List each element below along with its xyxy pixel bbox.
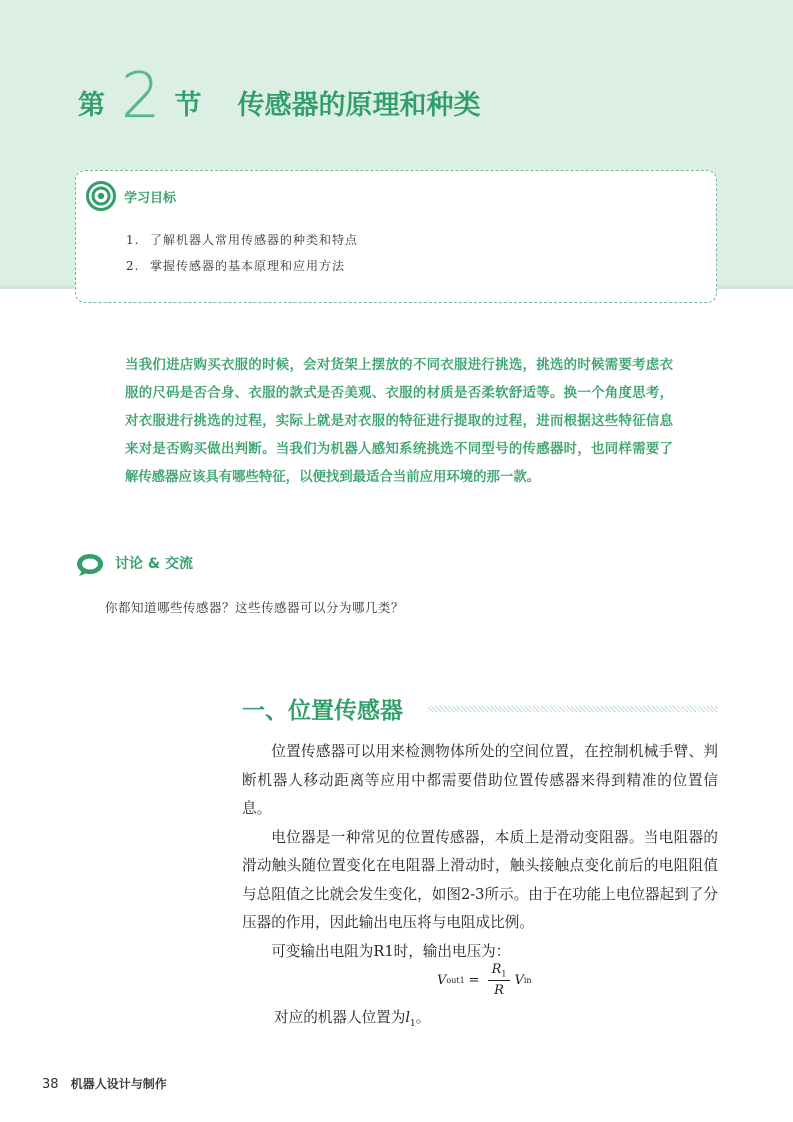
- section-heading: 传感器的原理和种类: [237, 89, 481, 121]
- objective-item: [126, 231, 358, 257]
- objective-text: 了解机器人常用传感器的种类和特点: [150, 233, 359, 247]
- formula-numerator: [488, 962, 511, 982]
- objectives-list: [126, 231, 358, 283]
- numerator-sub: 1: [501, 969, 507, 979]
- voltage-formula: [437, 955, 532, 1005]
- body-text: [242, 738, 718, 966]
- body-paragraph: 电位器是一种常见的位置传感器，本质上是滑动变阻器。当电阻器的滑动触头随位置变化在电阻器上滑动时，触头接触点变化前后的电阻阻值与总阻值之比就会发生变化，如图2-3所示。由于在功能上电位器起到了分压器的作用，因此输出电压将与电阻成比例。: [242, 828, 718, 931]
- section-prefix: 第: [78, 89, 105, 121]
- formula-lhs-sub: out1: [446, 975, 465, 985]
- position-text: 对应的机器人位置为: [274, 1009, 406, 1026]
- section-suffix: 节: [174, 89, 202, 121]
- formula-fraction: [488, 962, 511, 999]
- formula-rhs-sub: in: [523, 975, 532, 985]
- objective-number: 2.: [126, 259, 140, 273]
- book-title: 机器人设计与制作: [70, 1077, 167, 1091]
- learning-objectives-box: [75, 170, 717, 303]
- denominator-var: R: [494, 983, 504, 999]
- page-number: 38: [42, 1077, 59, 1092]
- position-line: [274, 1006, 430, 1029]
- target-icon: [86, 181, 116, 211]
- discussion-title: 讨论 & 交流: [115, 556, 193, 572]
- subsection-heading: 一、位置传感器: [242, 698, 403, 724]
- formula-lhs: V: [437, 972, 447, 988]
- discussion-question: 你都知道哪些传感器？这些传感器可以分为哪几类？: [105, 600, 405, 615]
- formula-equals: =: [468, 972, 480, 988]
- page-footer: [42, 1075, 167, 1092]
- position-var: l: [405, 1009, 411, 1026]
- position-var-sub: 1: [410, 1018, 416, 1029]
- body-paragraph: 可变输出电阻为R1时，输出电压为：: [271, 942, 511, 960]
- section-title: [78, 59, 481, 132]
- speech-bubble-icon: [76, 553, 104, 577]
- formula-rhs: V: [514, 972, 524, 988]
- objectives-title: 学习目标: [124, 191, 177, 206]
- section-number: 2: [121, 59, 161, 132]
- objective-text: 掌握传感器的基本原理和应用方法: [150, 259, 346, 273]
- objective-number: 1.: [126, 233, 140, 247]
- formula-denominator: [494, 981, 504, 998]
- heading-rule: [428, 706, 718, 712]
- numerator-var: R: [491, 961, 502, 977]
- objective-item: [126, 257, 358, 283]
- intro-paragraph: 当我们进店购买衣服的时候，会对货架上摆放的不同衣服进行挑选，挑选的时候需要考虑衣服的尺码是否合身、衣服的款式是否美观、衣服的材质是否柔软舒适等。换一个角度思考，对衣服进行挑选的过程，实际上就是对衣服的特征进行提取的过程，进而根据这些特征信息来对是否购买做出判断。当我们为机器人感知系统挑选不同型号的传感器时，也同样需要了解传感器应该具有哪些特征，以便找到最适合当前应用环境的那一款。: [125, 358, 673, 485]
- position-end: 。: [415, 1009, 431, 1026]
- body-paragraph: 位置传感器可以用来检测物体所处的空间位置，在控制机械手臂、判断机器人移动距离等应用中都需要借助位置传感器来得到精准的位置信息。: [242, 743, 718, 817]
